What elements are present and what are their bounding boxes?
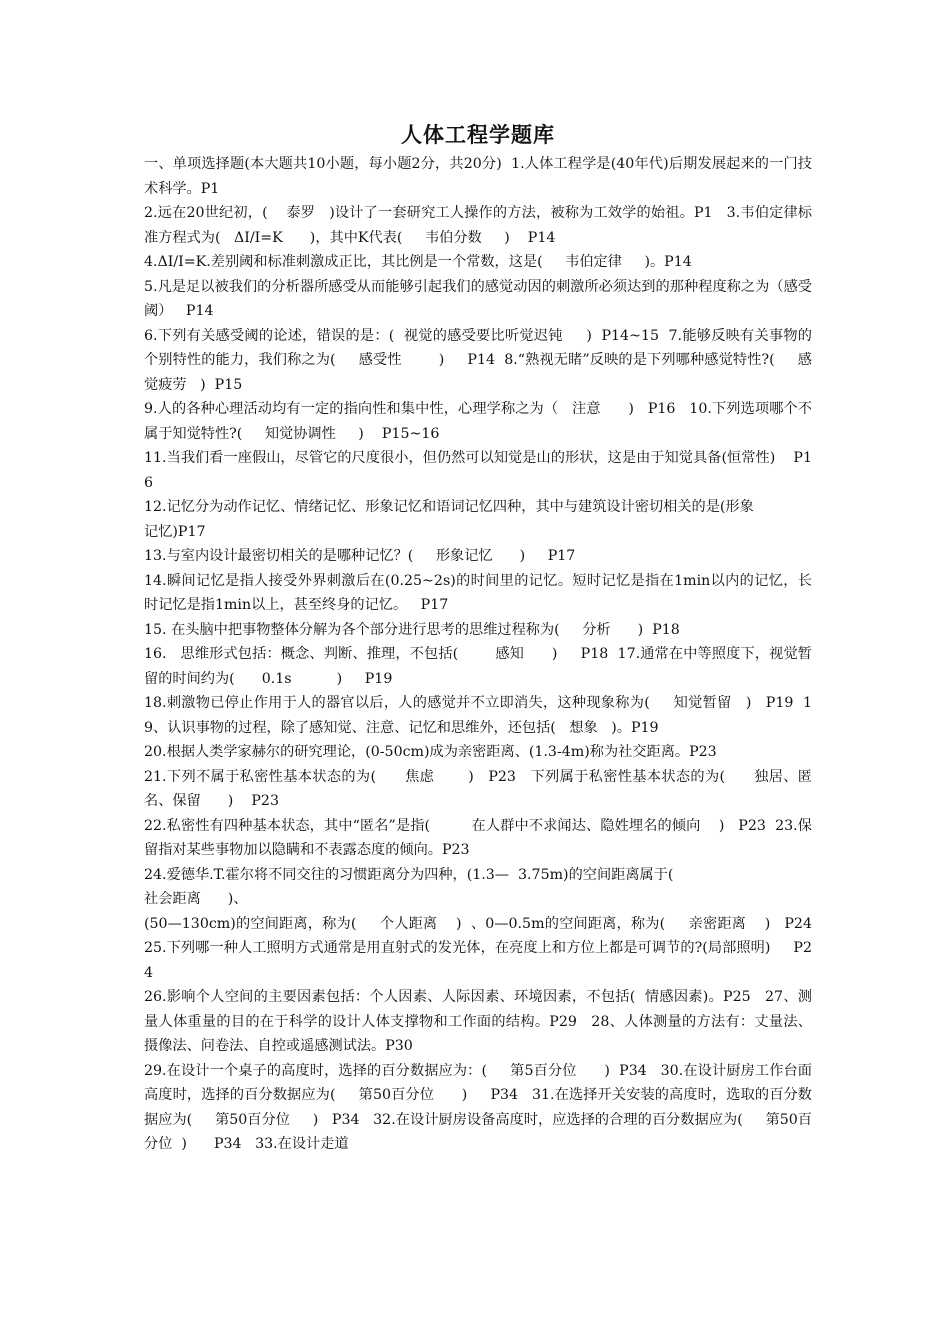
question-paragraph: 13.与室内设计最密切相关的是哪种记忆？( 形象记忆 ) P17 [144,548,576,564]
question-paragraph: 4.ΔI/I=K.差别阈和标准刺激成正比，其比例是一个常数，这是( 韦伯定律 )。P14 [144,254,692,270]
question-paragraph: 29.在设计一个桌子的高度时，选择的百分数据应为：( 第5百分位 ) P34 30.在设计厨房工作台面高度时，选择的百分数据应为( 第50百分位 ) P34 31.在选择开关安装的高度时，选取的百分数据应为( 第50百分位 ) P34 32.在设计厨房设备高度时，应选择的合理的百分数据应为( 第50百分位 ) P34 33.在设计走道 [144,1062,812,1152]
question-paragraph: 24.爱德华.T.霍尔将不同交往的习惯距离分为四种，(1.3— 3.75m)的空间距离属于( 社会距离 )、 (50—130cm)的空间距离，称为( 个人距离 ) 、0—0.5m的空间距离，称为( 亲密距离 ) P24 25.下列哪一种人工照明方式通常是用直射式的发光体，在亮度上和方位上都是可调节的?(局部照明) P24 [144,866,812,981]
question-paragraph: 12.记忆分为动作记忆、情绪记忆、形象记忆和语词记忆四种，其中与建筑设计密切相关的是(形象 记忆)P17 [144,499,754,540]
question-paragraph: 16. 思维形式包括：概念、判断、推理，不包括( 感知 ) P18 17.通常在中等照度下，视觉暂留的时间约为( 0.1s ) P19 [144,646,812,687]
document-page [144,118,812,1157]
question-paragraph: 5.凡是足以被我们的分析器所感受从而能够引起我们的感觉动因的刺激所必须达到的那种程度称之为（感受阈） P14 [144,278,812,319]
question-paragraph: 11.当我们看一座假山，尽管它的尺度很小，但仍然可以知觉是山的形状，这是由于知觉具备(恒常性) P16 [144,450,812,491]
question-paragraph: 26.影响个人空间的主要因素包括：个人因素、人际因素、环境因素，不包括( 情感因素)。P25 27、测量人体重量的目的在于科学的设计人体支撑物和工作面的结构。P29 28、人体测量的方法有：丈量法、摄像法、问卷法、自控或遥感测试法。P30 [144,989,812,1054]
question-paragraph: 22.私密性有四种基本状态，其中“匿名”是指( 在人群中不求闻达、隐姓埋名的倾向 ) P23 23.保留指对某些事物加以隐瞒和不表露态度的倾向。P23 [144,817,812,858]
question-paragraph: 9.人的各种心理活动均有一定的指向性和集中性，心理学称之为（ 注意 ) P16 10.下列选项哪个不属于知觉特性?( 知觉协调性 ) P15~16 [144,401,812,442]
question-paragraph: 15. 在头脑中把事物整体分解为各个部分进行思考的思维过程称为( 分析 ) P18 [144,621,680,638]
question-paragraph: 21.下列不属于私密性基本状态的为( 焦虑 ) P23 下列属于私密性基本状态的为( 独居、匿名、保留 ) P23 [144,768,812,809]
question-paragraph: 6.下列有关感受阈的论述，错误的是：( 视觉的感受要比听觉迟钝 ) P14~15 7.能够反映有关事物的个别特性的能力，我们称之为( 感受性 ) P14 8.“熟视无睹”反映的是下列哪种感觉特性?( 感觉疲劳 ) P15 [144,327,812,393]
question-paragraph: 2.远在20世纪初，( 泰罗 )设计了一套研究工人操作的方法，被称为工效学的始祖。P1 3.韦伯定律标准方程式为( ΔI/I=K )，其中K代表( 韦伯分数 ) P14 [144,205,812,246]
question-paragraph: 一、单项选择题(本大题共10小题，每小题2分，共20分) 1.人体工程学是(40年代)后期发展起来的一门技术科学。P1 [144,156,812,197]
question-paragraph: 14.瞬间记忆是指人接受外界刺激后在(0.25~2s)的时间里的记忆。短时记忆是指在1min以内的记忆，长时记忆是指1min以上，甚至终身的记忆。 P17 [144,572,812,613]
page-title: 人体工程学题库 [401,123,555,147]
question-paragraph: 18.刺激物已停止作用于人的器官以后，人的感觉并不立即消失，这种现象称为( 知觉暂留 ) P19 19、认识事物的过程，除了感知觉、注意、记忆和思维外，还包括( 想象 )。P19 [144,695,812,736]
question-paragraph: 20.根据人类学家赫尔的研究理论，(0-50cm)成为亲密距离、(1.3-4m)称为社交距离。P23 [144,744,717,760]
